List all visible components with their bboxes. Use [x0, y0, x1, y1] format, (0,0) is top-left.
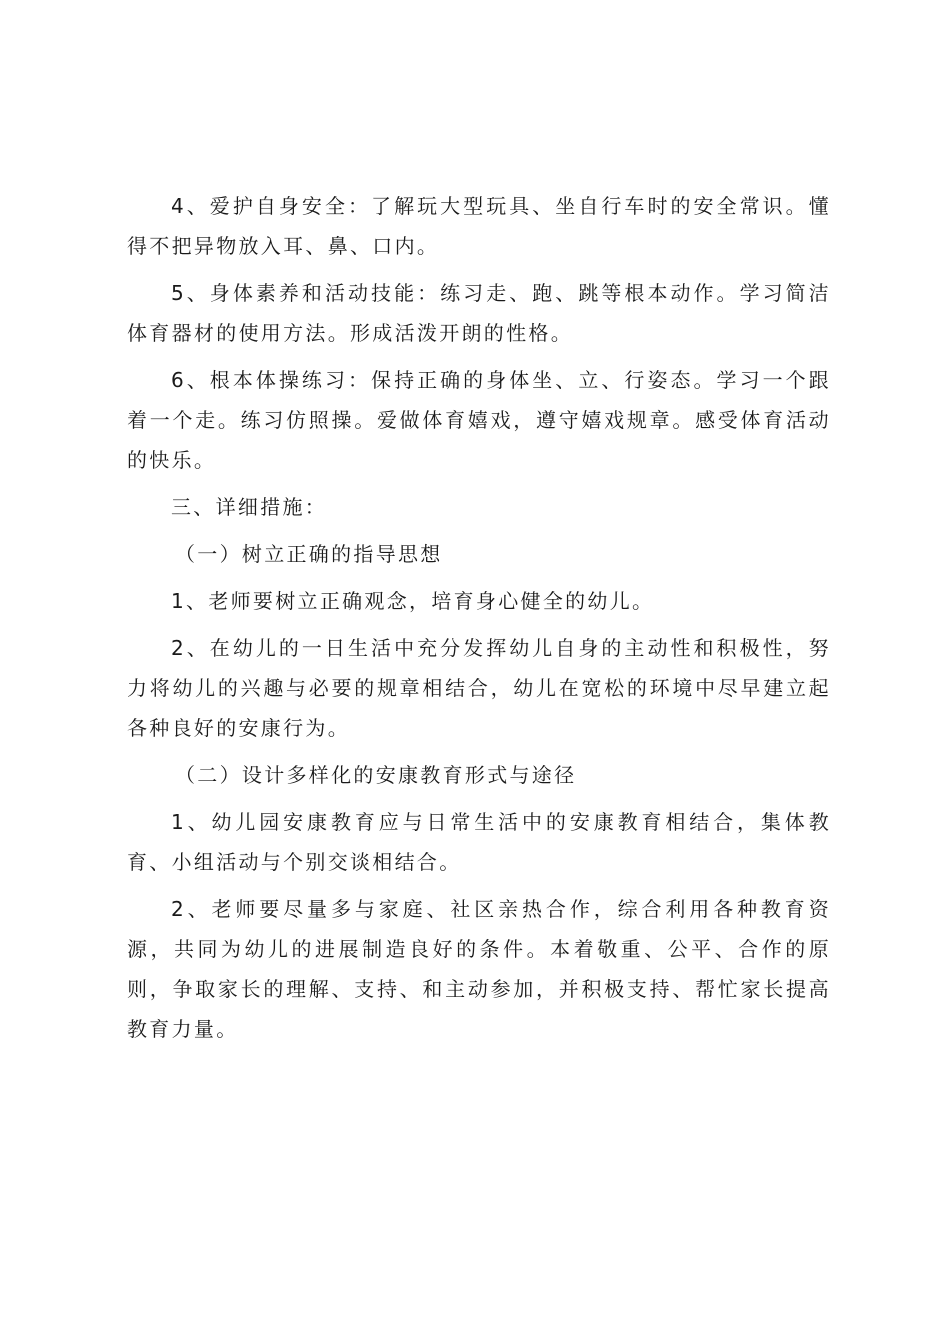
subsection-heading-guiding-ideas: （一）树立正确的指导思想: [175, 542, 443, 566]
subsection-heading-education-forms: （二）设计多样化的安康教育形式与途径: [175, 763, 577, 787]
paragraph-gymnastics: 6、根本体操练习：保持正确的身体坐、立、行姿态。学习一个跟着一个走。练习仿照操。爱做体育嬉戏，遵守嬉戏规章。感受体育活动的快乐。: [127, 368, 831, 472]
paragraph-safety: 4、爱护自身安全：了解玩大型玩具、坐自行车时的安全常识。懂得不把异物放入耳、鼻、口内。: [127, 194, 831, 258]
paragraph-physical-skills: 5、身体素养和活动技能：练习走、跑、跳等根本动作。学习简洁体育器材的使用方法。形成活泼开朗的性格。: [127, 281, 831, 345]
paragraph-teacher-concept: 1、老师要树立正确观念，培育身心健全的幼儿。: [171, 589, 655, 613]
paragraph-daily-life: 2、在幼儿的一日生活中充分发挥幼儿自身的主动性和积极性，努力将幼儿的兴趣与必要的规章相结合，幼儿在宽松的环境中尽早建立起各种良好的安康行为。: [127, 636, 831, 740]
document-body: [127, 186, 831, 1056]
paragraph-kindergarten-education: 1、幼儿园安康教育应与日常生活中的安康教育相结合，集体教育、小组活动与个别交谈相结合。: [127, 810, 831, 874]
section-heading-measures: 三、详细措施：: [171, 495, 328, 519]
paragraph-family-cooperation: 2、老师要尽量多与家庭、社区亲热合作，综合利用各种教育资源，共同为幼儿的进展制造良好的条件。本着敬重、公平、合作的原则，争取家长的理解、支持、和主动参加，并积极支持、帮忙家长提高教育力量。: [127, 897, 831, 1041]
